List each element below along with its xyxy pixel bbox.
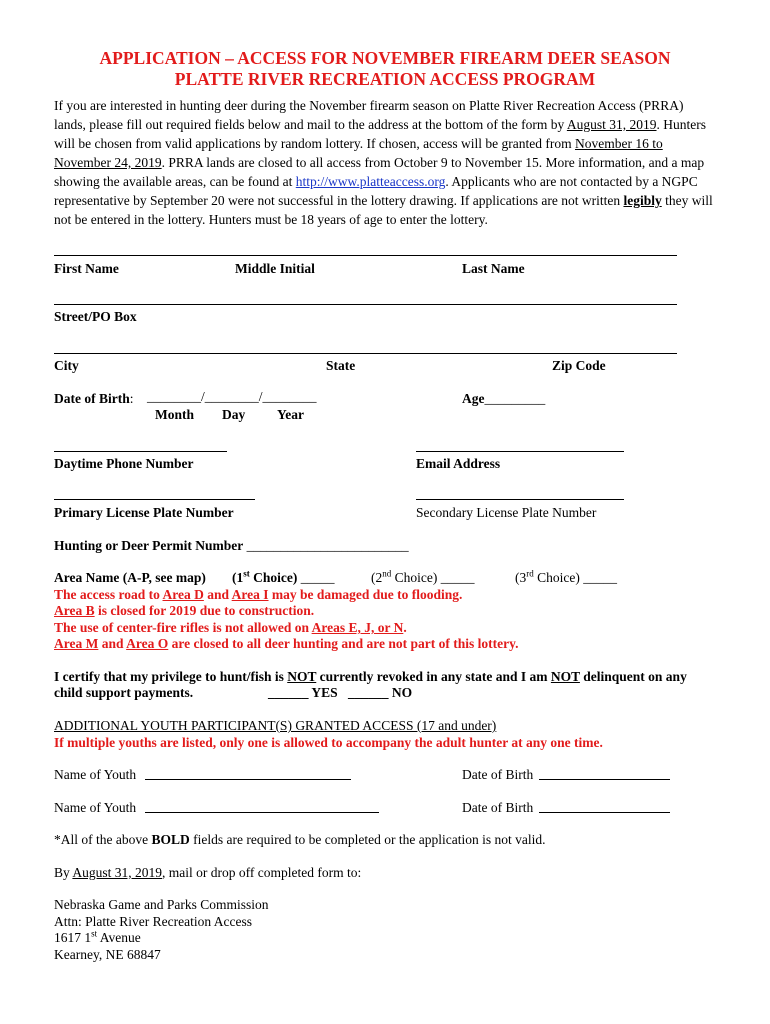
month-label: Month — [155, 407, 195, 422]
required-note — [54, 832, 546, 848]
dob-field[interactable]: ________/________/________ — [147, 389, 317, 404]
intro-paragraph — [54, 96, 714, 229]
youth-dob-2-label: Date of Birth — [462, 800, 534, 815]
first-choice-close: Choice) — [249, 570, 298, 585]
notice-flooding-text: The access road to — [54, 587, 163, 602]
third-choice-close: Choice) — [533, 570, 580, 585]
area-b-ref: Area B — [54, 603, 95, 618]
address-street-sup: st — [91, 928, 98, 939]
second-choice-sup: nd — [382, 568, 392, 579]
permit-field[interactable]: ________________________ — [246, 538, 409, 553]
street-label: Street/PO Box — [54, 309, 137, 324]
notice-closed-text: are closed to all deer hunting and are not part of this lottery. — [168, 636, 519, 651]
third-choice-sup: rd — [526, 568, 534, 579]
address-line-4: Kearney, NE 68847 — [54, 947, 161, 962]
address-street-number: 1617 1 — [54, 930, 92, 945]
area-d-ref: Area D — [162, 587, 204, 602]
mail-deadline: August 31, 2019 — [72, 865, 163, 880]
day-label: Day — [222, 407, 246, 422]
area-m-ref: Area M — [54, 636, 99, 651]
city-field-line[interactable] — [54, 353, 677, 354]
mail-by: By — [54, 865, 73, 880]
youth-dob-2-field[interactable] — [539, 812, 670, 813]
email-label: Email Address — [416, 456, 501, 471]
age-field[interactable]: _________ — [484, 391, 546, 406]
phone-label: Daytime Phone Number — [54, 456, 194, 471]
youth-dob-1-field[interactable] — [539, 779, 670, 780]
address-line-3 — [54, 930, 141, 946]
mail-rest: , mail or drop off completed form to: — [162, 865, 362, 880]
notice-construction-text: is closed for 2019 due to construction. — [94, 603, 315, 618]
first-choice-sup: st — [243, 568, 250, 579]
certify-line-1 — [54, 669, 687, 685]
notice-closed — [54, 636, 519, 652]
address-street-name: Avenue — [97, 930, 141, 945]
certify-text-c: delinquent on any — [579, 669, 687, 684]
youth-warning: If multiple youths are listed, only one is allowed to accompany the adult hunter at any one time. — [54, 735, 603, 750]
notice-flooding-and: and — [203, 587, 232, 602]
phone-field-line[interactable] — [54, 451, 227, 452]
certify-text-a: I certify that my privilege to hunt/fish is — [54, 669, 288, 684]
third-choice — [515, 570, 617, 586]
area-o-ref: Area O — [126, 636, 169, 651]
state-label: State — [326, 358, 356, 373]
first-choice-field[interactable]: _____ — [300, 570, 335, 585]
year-label: Year — [277, 407, 304, 422]
intro-text-1: If you are interested in hunting deer during the November firearm season on Platte River Recreation Access (PRRA) lands, please fill out required fields below and mail to the address at the bottom of the form by — [54, 98, 684, 132]
certify-not-1: NOT — [287, 669, 317, 684]
intro-text-5: they will not be entered in the lottery. Hunters must be 18 years of age to enter the lottery. — [54, 193, 713, 227]
intro-legibly: legibly — [623, 193, 662, 208]
certify-no-field[interactable]: ______ NO — [348, 685, 413, 700]
required-note-a: *All of the above — [54, 832, 152, 847]
age-group — [462, 391, 545, 407]
intro-deadline: August 31, 2019 — [566, 117, 657, 132]
name-field-line[interactable] — [54, 255, 677, 256]
certify-text-b: currently revoked in any state and I am — [316, 669, 551, 684]
youth-dob-1-label: Date of Birth — [462, 767, 534, 782]
notice-flooding — [54, 587, 462, 603]
primary-plate-line[interactable] — [54, 499, 255, 500]
notice-rifles-end: . — [403, 620, 407, 635]
dob-label-group — [54, 391, 134, 407]
intro-text-3: . PRRA lands are closed to all access from October 9 to November 15. More information, and a map showing the available areas, can be found at — [54, 155, 705, 189]
notice-rifles-text: The use of center-fire rifles is not allowed on — [54, 620, 312, 635]
secondary-plate-line[interactable] — [416, 499, 624, 500]
street-field-line[interactable] — [54, 304, 677, 305]
certify-line-2: child support payments. — [54, 685, 194, 700]
youth-name-2-label: Name of Youth — [54, 800, 137, 815]
form-title: APPLICATION – ACCESS FOR NOVEMBER FIREARM DEER SEASON — [99, 48, 671, 68]
dob-label: Date of Birth — [54, 391, 130, 406]
first-choice-open: (1 — [232, 570, 244, 585]
permit-row — [54, 538, 409, 554]
youth-name-2-field[interactable] — [145, 812, 379, 813]
zip-label: Zip Code — [552, 358, 606, 373]
email-field-line[interactable] — [416, 451, 624, 452]
intro-access-dates: November 16 to November 24, 2019 — [54, 136, 663, 170]
certify-yes-field[interactable]: ______ YES — [268, 685, 338, 700]
platteaccess-link[interactable]: http://www.platteaccess.org — [295, 174, 446, 189]
required-note-bold: BOLD — [151, 832, 190, 847]
primary-plate-label: Primary License Plate Number — [54, 505, 234, 520]
first-name-label: First Name — [54, 261, 119, 276]
address-line-2: Attn: Platte River Recreation Access — [54, 914, 252, 929]
notice-construction — [54, 603, 314, 619]
permit-label: Hunting or Deer Permit Number — [54, 538, 244, 553]
required-note-b: fields are required to be completed or the application is not valid. — [189, 832, 546, 847]
secondary-plate-label: Secondary License Plate Number — [416, 505, 597, 520]
youth-header: ADDITIONAL YOUTH PARTICIPANT(S) GRANTED ACCESS (17 and under) — [54, 718, 497, 733]
middle-initial-label: Middle Initial — [235, 261, 315, 276]
last-name-label: Last Name — [462, 261, 525, 276]
areas-ejn-ref: Areas E, J, or N — [311, 620, 404, 635]
intro-text-4: . Applicants who are not contacted by a NGPC representative by September 20 were not successful in the lottery drawing. If applications are not written — [54, 174, 698, 208]
dob-colon: : — [129, 391, 134, 406]
area-i-ref: Area I — [231, 587, 269, 602]
youth-name-1-label: Name of Youth — [54, 767, 137, 782]
first-choice — [232, 570, 335, 586]
youth-name-1-field[interactable] — [145, 779, 351, 780]
notice-closed-and: and — [98, 636, 127, 651]
age-label: Age — [462, 391, 485, 406]
address-line-1: Nebraska Game and Parks Commission — [54, 897, 269, 912]
second-choice-close: Choice) — [391, 570, 438, 585]
city-label: City — [54, 358, 79, 373]
notice-flooding-end: may be damaged due to flooding. — [268, 587, 463, 602]
third-choice-open: (3 — [515, 570, 527, 585]
second-choice-field[interactable]: _____ — [440, 570, 475, 585]
third-choice-field[interactable]: _____ — [583, 570, 617, 585]
program-title: PLATTE RIVER RECREATION ACCESS PROGRAM — [174, 69, 596, 89]
area-label: Area Name (A-P, see map) — [54, 570, 206, 585]
second-choice-open: (2 — [371, 570, 383, 585]
intro-text-2: . Hunters will be chosen from valid applications by random lottery. If chosen, access will be granted from — [54, 117, 707, 151]
notice-rifles — [54, 620, 407, 636]
certify-not-2: NOT — [550, 669, 580, 684]
second-choice — [371, 570, 475, 586]
mail-instructions — [54, 865, 361, 881]
